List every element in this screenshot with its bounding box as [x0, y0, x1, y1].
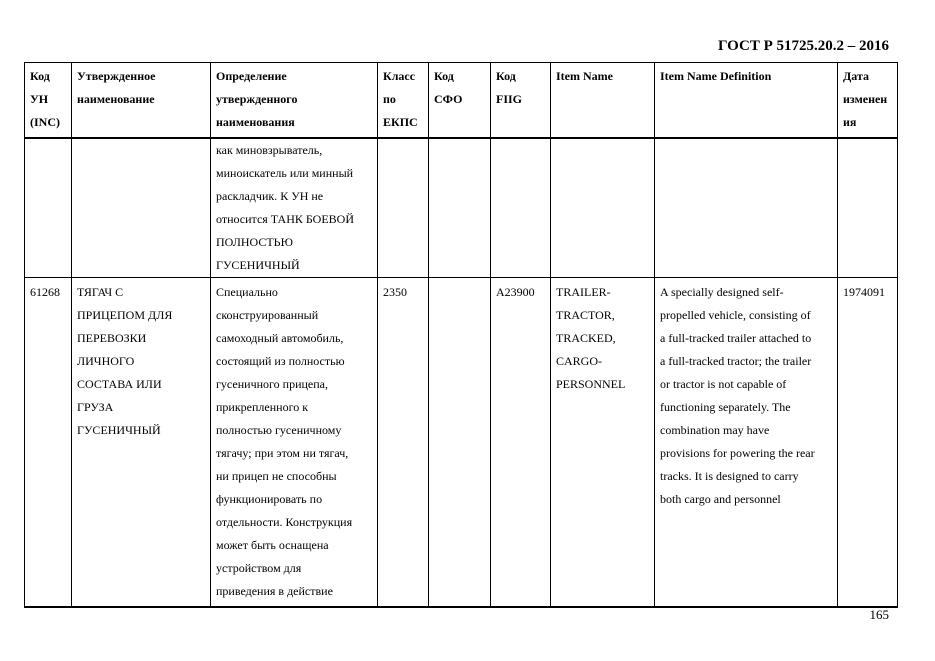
cell-inc: 61268: [25, 277, 72, 607]
col-header-inc: Код УН (INC): [25, 63, 72, 138]
col-header-item-name: Item Name: [551, 63, 655, 138]
page-number: 165: [869, 607, 889, 622]
cell-item-name: TRAILER- TRACTOR, TRACKED, CARGO- PERSONNEL: [551, 277, 655, 607]
col-header-ekps-class: Класс по ЕКПС: [378, 63, 429, 138]
cell-inc: [25, 138, 72, 278]
header-row: [25, 63, 898, 138]
col-header-item-name-definition: Item Name Definition: [655, 63, 838, 138]
table-row-continuation: [25, 138, 898, 278]
cell-date: [838, 138, 898, 278]
col-header-definition: Определение утвержденного наименования: [211, 63, 378, 138]
document-code: ГОСТ Р 51725.20.2 – 2016: [717, 38, 889, 54]
col-header-approved-name: Утвержденное наименование: [72, 63, 211, 138]
cell-definition: как миновзрыватель, миноискатель или минный раскладчик. К УН не относится ТАНК БОЕВОЙ ПОЛНОСТЬЮ ГУСЕНИЧНЫЙ: [211, 138, 378, 278]
cell-item-name-definition: [655, 138, 838, 278]
cell-sfo-code: [429, 277, 491, 607]
col-header-fiig-code: Код FIIG: [491, 63, 551, 138]
cell-sfo-code: [429, 138, 491, 278]
cell-name: ТЯГАЧ С ПРИЦЕПОМ ДЛЯ ПЕРЕВОЗКИ ЛИЧНОГО СОСТАВА ИЛИ ГРУЗА ГУСЕНИЧНЫЙ: [72, 277, 211, 607]
col-header-date: Дата изменен ия: [838, 63, 898, 138]
cell-date: 1974091: [838, 277, 898, 607]
cell-fiig-code: A23900: [491, 277, 551, 607]
cell-ekps-class: 2350: [378, 277, 429, 607]
classification-table: [24, 62, 898, 608]
cell-item-name-definition: A specially designed self- propelled vehicle, consisting of a full-tracked trailer attached to a full-tracked tractor; the trailer or tractor is not capable of functioning separately. The combination may have provisions for powering the rear tracks. It is designed to carry both cargo and personnel: [655, 277, 838, 607]
cell-item-name: [551, 138, 655, 278]
cell-ekps-class: [378, 138, 429, 278]
table-row: [25, 277, 898, 607]
col-header-sfo-code: Код СФО: [429, 63, 491, 138]
cell-fiig-code: [491, 138, 551, 278]
cell-definition: Специально сконструированный самоходный автомобиль, состоящий из полностью гусеничного прицепа, прикрепленного к полностью гусеничному тягачу; при этом ни тягач, ни прицеп не способны функционировать по отдельности. Конструкция может быть оснащена устройством для приведения в действие: [211, 277, 378, 607]
cell-name: [72, 138, 211, 278]
